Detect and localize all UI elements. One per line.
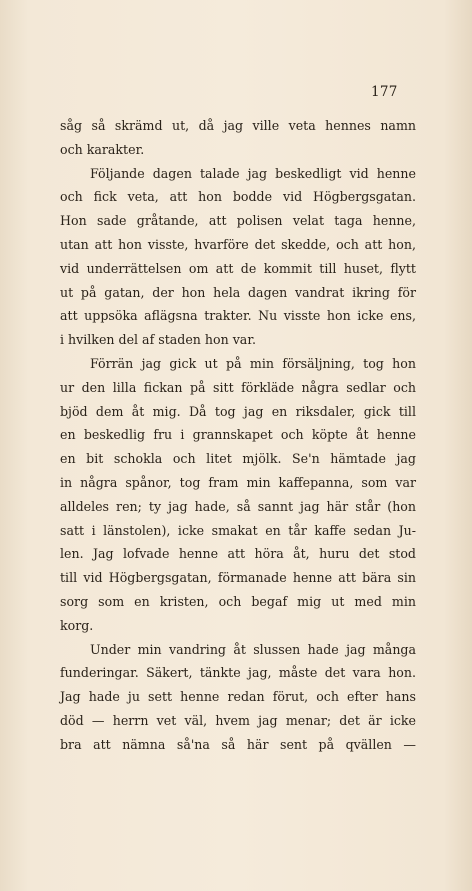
text-line: en beskedlig fru i grannskapet och köpte åt henne [60,427,416,443]
text-line: Följande dagen talade jag beskedligt vid henne [90,165,416,181]
text-line: ur den lilla fickan på sitt förkläde några sedlar och [60,379,416,395]
text-line: vid underrättelsen om att de kommit till huset, flytt [60,260,416,276]
text-line: bra att nämna så'na så här sent på qvällen — [60,736,416,752]
text-line: i hvilken del af staden hon var. [60,332,256,348]
body-text [60,114,416,757]
page-number: 177 [371,84,398,100]
text-line: korg. [60,617,94,633]
text-line: och karakter. [60,141,145,157]
text-line: in några spånor, tog fram min kaffepanna, som var [60,474,416,490]
text-line: Förrän jag gick ut på min försäljning, tog hon [90,355,416,371]
text-line: död — herrn vet väl, hvem jag menar; det är icke [60,712,416,728]
text-line: såg så skrämd ut, då jag ville veta hennes namn [60,118,416,133]
text-line: satt i länstolen), icke smakat en tår kaffe sedan Ju- [60,522,416,538]
text-line: till vid Högbergsgatan, förmanade henne att bära sin [60,570,416,586]
text-line: utan att hon visste, hvarföre det skedde, och att hon, [60,236,416,252]
text-line: alldeles ren; ty jag hade, så sannt jag här står (hon [60,498,416,514]
text-line: Jag hade ju sett henne redan förut, och efter hans [60,689,416,705]
text-line: sorg som en kristen, och begaf mig ut med min [60,593,416,609]
text-line: Under min vandring åt slussen hade jag många [90,641,416,657]
text-line: len. Jag lofvade henne att höra åt, huru det stod [60,546,416,562]
text-line: ut på gatan, der hon hela dagen vandrat ikring för [60,284,416,300]
text-line: Hon sade gråtande, att polisen velat taga henne, [60,213,416,229]
text-line: en bit schokla och litet mjölk. Se'n hämtade jag [60,451,416,467]
text-line: bjöd dem åt mig. Då tog jag en riksdaler, gick till [60,403,416,419]
text-line: och fick veta, att hon bodde vid Högbergsgatan. [60,189,416,205]
text-line: funderingar. Säkert, tänkte jag, måste det vara hon. [60,665,416,681]
text-line: att uppsöka aflägsna trakter. Nu visste hon icke ens, [60,308,416,324]
